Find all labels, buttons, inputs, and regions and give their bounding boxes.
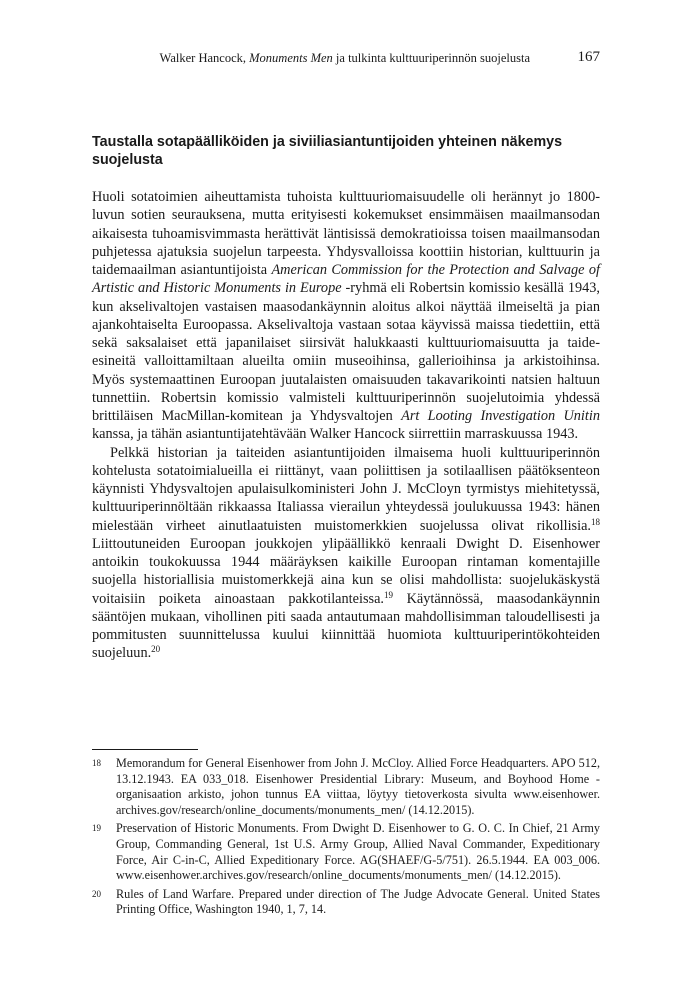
running-title-author: Walker Hancock, — [159, 51, 250, 65]
paragraph-2-text: Liittoutuneiden Euroopan joukkojen ylipäällikkö kenraali Dwight D. Eisenhower antoikin toukokuussa 1944 määräyksen kaikille Euroopan rintaman komentajille suojella historiallisia muistomerkkejä aina kun se olisi mahdollista: suojelukäskystä voitaisiin poiketa ainoastaan pakkotilanteissa. — [92, 535, 600, 607]
footnote-number: 20 — [92, 888, 101, 899]
footnote-ref-20[interactable]: 20 — [151, 644, 161, 655]
footnotes — [92, 756, 600, 921]
body-text — [92, 188, 600, 663]
footnote-18 — [92, 756, 600, 818]
footnote-text: Memorandum for General Eisenhower from John J. McCloy. Allied Force Headquarters. APO 512, 13.12.1943. EA 033_018. Eisenhower Presidential Library: Museum, and Boyhood Home -organisaation arkisto, johon tunnus EA viittaa, löytyy tietoverkosta sivulta www.eisenhower.​archives.gov/research/online_documents/monuments_men/ (14.12.2015). — [116, 756, 600, 817]
unit-name: Art Looting Investigation Unitin — [401, 408, 600, 424]
footnote-number: 18 — [92, 758, 101, 768]
paragraph-2-text: Pelkkä historian ja taiteiden asiantuntijoiden ilmaisema huoli kulttuuriperinnön kohtelusta sotatoimialueilla ei riittänyt, vaan poliittisen ja sotilaallisen päätöksenteon käynnisti Yhdysvaltojen apulaisulkoministeri John J. McCloyn tyrmistys miehitetyssä, kulttuuriperinnöltään rikkaassa Italiassa vierailun yhteydessä joulukuussa 1943: hänen mielestään virheet ainutlaatuisten muistomerkkien suojelussa olivat rikollisia. — [92, 444, 600, 534]
footnote-20 — [92, 887, 600, 918]
commission-name: American Commission for the Protection and Salvage of Artistic and Historic Monuments in Europe — [92, 262, 600, 297]
paragraph-2 — [92, 444, 600, 663]
paragraph-1-text: kanssa, ja tähän asiantuntijatehtävään Walker Hancock siirrettiin marraskuussa 1943. — [92, 426, 579, 443]
section-heading: Taustalla sotapäälliköiden ja siviiliasiantuntijoiden yhteinen näkemys suojelusta — [92, 134, 563, 168]
footnote-text: Preservation of Historic Monuments. From Dwight D. Eisenhower to G. O. C. In Chief, 21 Army Group, Commanding General, 1st U.S. Army Group, Allied Naval Commander, Expeditionary Force, Air C-in-C, Allied Expeditionary Force. AG(SHAEF/G-5/751). 26.5.1944. EA 003_006. www.eisenhower.archives.gov/research/online_documents/monuments_men/ (14.12.2015). — [116, 821, 600, 883]
paragraph-2-text: Käytännössä, maasodankäynnin sääntöjen mukaan, vihollinen piti saada antautumaan mahdollisimman taloudellisesti ja pommitusten suunnittelussa kuului kiinnittää huomiota kulttuuriperintökohteiden suojeluun. — [92, 590, 600, 662]
running-title-italic: Monuments Men — [249, 51, 333, 65]
running-title-rest: ja tulkinta kulttuuriperinnön suojelusta — [332, 51, 530, 65]
running-title — [160, 50, 530, 66]
footnote-text: Rules of Land Warfare. Prepared under direction of The Judge Advocate General. United States Printing Office, Washington 1940, 1, 7, 14. — [116, 886, 600, 917]
paragraph-1-text: Huoli sotatoimien aiheuttamista tuhoista kulttuuriomaisuudelle oli herännyt jo 1800-luvun sotien seurauksena, mutta erityisesti kokemukset ensimmäisen maailmansodan aikaisesta tuhoamisvimmasta herättivät läntisissä demokratioissa toisen maailmansodan puhjetessa ajatuksia suojelun tarpeesta. Yhdysvalloissa koottiin historian, kulttuurin ja taidemaailman asiantuntijoista — [92, 189, 600, 278]
footnote-ref-18[interactable]: 18 — [591, 516, 600, 527]
page-number: 167 — [577, 49, 600, 65]
footnote-ref-19[interactable]: 19 — [384, 589, 394, 600]
paragraph-1 — [92, 188, 600, 444]
paragraph-1-text: -ryhmä eli Robertsin komissio kesällä 1943, kun akselivaltojen vastaisen maasodankäynnin aloitus alkoi näyttää ilmeiseltä ja pian ajankohtaiselta Euroopassa. Akselivaltoja vastaan sotaa käyvissä maissa tiedettiin, että sekä saksalaiset että japanilaiset siirsivät halukkaasti kulttuuriomaisuutta ja taide-esineitä valloittamiltaan alueilta omiin museoihinsa, gallerioihinsa ja arkistoihinsa. Myös systemaattinen Euroopan juutalaisten omaisuuden takavarikointi natsien haltuun tunnettiin. Robertsin komissio valmisteli kulttuuriperinnön suojelutoimia yhdessä brittiläisen MacMillan-komitean ja Yhdysvaltojen — [92, 280, 600, 424]
footnote-19 — [92, 821, 600, 883]
footnote-number: 19 — [92, 823, 101, 834]
footnote-divider — [92, 749, 198, 750]
